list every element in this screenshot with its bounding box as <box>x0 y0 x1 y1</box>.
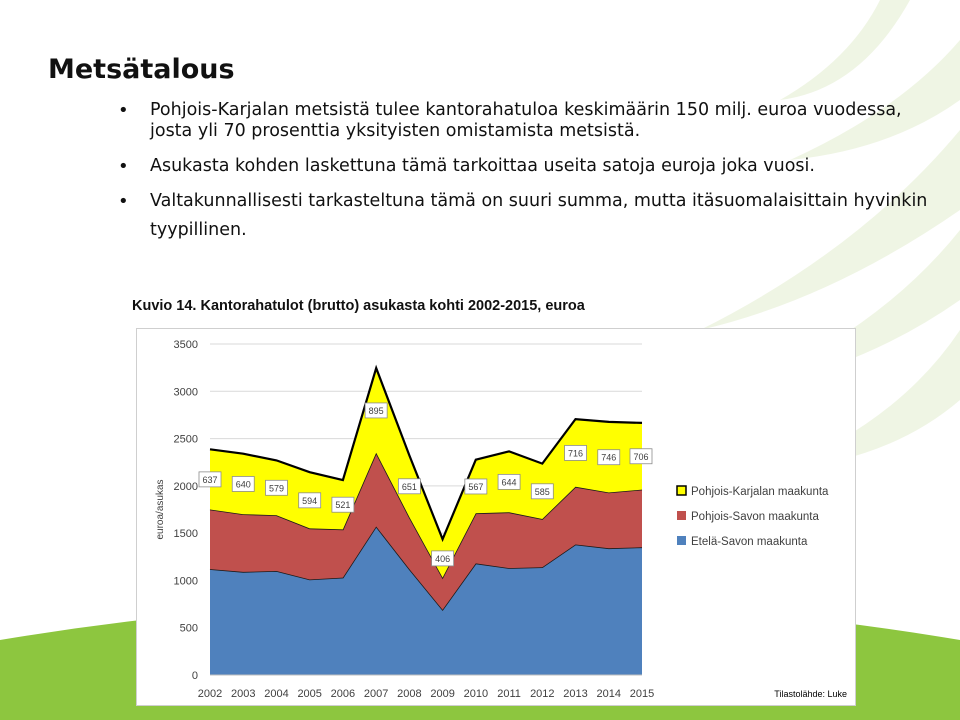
legend-swatch <box>677 536 686 545</box>
x-tick-label: 2015 <box>629 688 655 700</box>
data-label: 521 <box>335 500 351 511</box>
x-tick-label: 2003 <box>230 688 256 700</box>
x-tick-label: 2005 <box>297 688 322 700</box>
data-label: 716 <box>568 448 584 459</box>
bullet-item: • Valtakunnallisesti tarkasteltuna tämä on suuri summa, mutta itäsuomalaisittain hyvinkin tyypillinen. <box>118 187 938 245</box>
x-tick-label: 2008 <box>397 688 422 700</box>
legend-swatch <box>677 511 686 520</box>
data-label: 585 <box>534 486 550 497</box>
x-tick-label: 2007 <box>363 688 389 700</box>
data-label: 706 <box>633 451 649 462</box>
x-tick-label: 2014 <box>596 688 622 700</box>
data-label: 637 <box>202 474 218 485</box>
data-label: 651 <box>401 481 417 492</box>
bullet-item: • Pohjois-Karjalan metsistä tulee kantorahatuloa keskimäärin 150 milj. euroa vuodessa, josta yli 70 prosenttia yksityisten omistamista metsistä. <box>118 100 938 142</box>
x-tick-label: 2006 <box>330 688 356 700</box>
legend-entry: Pohjois-Karjalan maakunta <box>691 486 829 498</box>
slide-title: Metsätalous <box>48 54 235 85</box>
y-axis-label: euroa/asukas <box>155 479 166 540</box>
data-label: 579 <box>268 483 284 494</box>
data-label: 640 <box>235 479 251 490</box>
legend-entry: Pohjois-Savon maakunta <box>691 511 819 523</box>
figure-caption: Kuvio 14. Kantorahatulot (brutto) asukasta kohti 2002-2015, euroa <box>132 298 585 314</box>
y-tick-label: 3000 <box>173 386 198 399</box>
source-note: Tilastolähde: Luke <box>774 689 847 699</box>
legend-swatch <box>677 486 686 495</box>
x-tick-label: 2011 <box>497 688 521 700</box>
y-tick-label: 1000 <box>173 575 198 588</box>
data-label: 644 <box>501 477 517 488</box>
x-tick-label: 2010 <box>463 688 489 700</box>
data-label: 746 <box>601 452 617 463</box>
y-tick-label: 2500 <box>173 433 198 446</box>
y-tick-label: 1500 <box>173 528 198 541</box>
x-tick-label: 2004 <box>264 688 289 700</box>
y-tick-label: 500 <box>179 622 198 635</box>
x-tick-label: 2002 <box>197 688 223 700</box>
stacked-area-chart <box>137 329 857 707</box>
y-tick-label: 2000 <box>173 480 198 493</box>
data-label: 895 <box>368 405 384 416</box>
x-tick-label: 2009 <box>430 688 455 700</box>
data-label: 567 <box>468 481 484 492</box>
data-label: 406 <box>435 553 451 564</box>
bullet-list <box>118 100 938 259</box>
y-tick-label: 0 <box>191 670 198 682</box>
chart-container <box>136 328 856 706</box>
x-tick-label: 2012 <box>530 688 555 700</box>
legend-entry: Etelä-Savon maakunta <box>691 536 808 548</box>
x-tick-label: 2013 <box>563 688 588 700</box>
bullet-item: • Asukasta kohden laskettuna tämä tarkoittaa useita satoja euroja joka vuosi. <box>118 156 938 177</box>
y-tick-label: 3500 <box>173 339 198 351</box>
data-label: 594 <box>302 495 318 506</box>
